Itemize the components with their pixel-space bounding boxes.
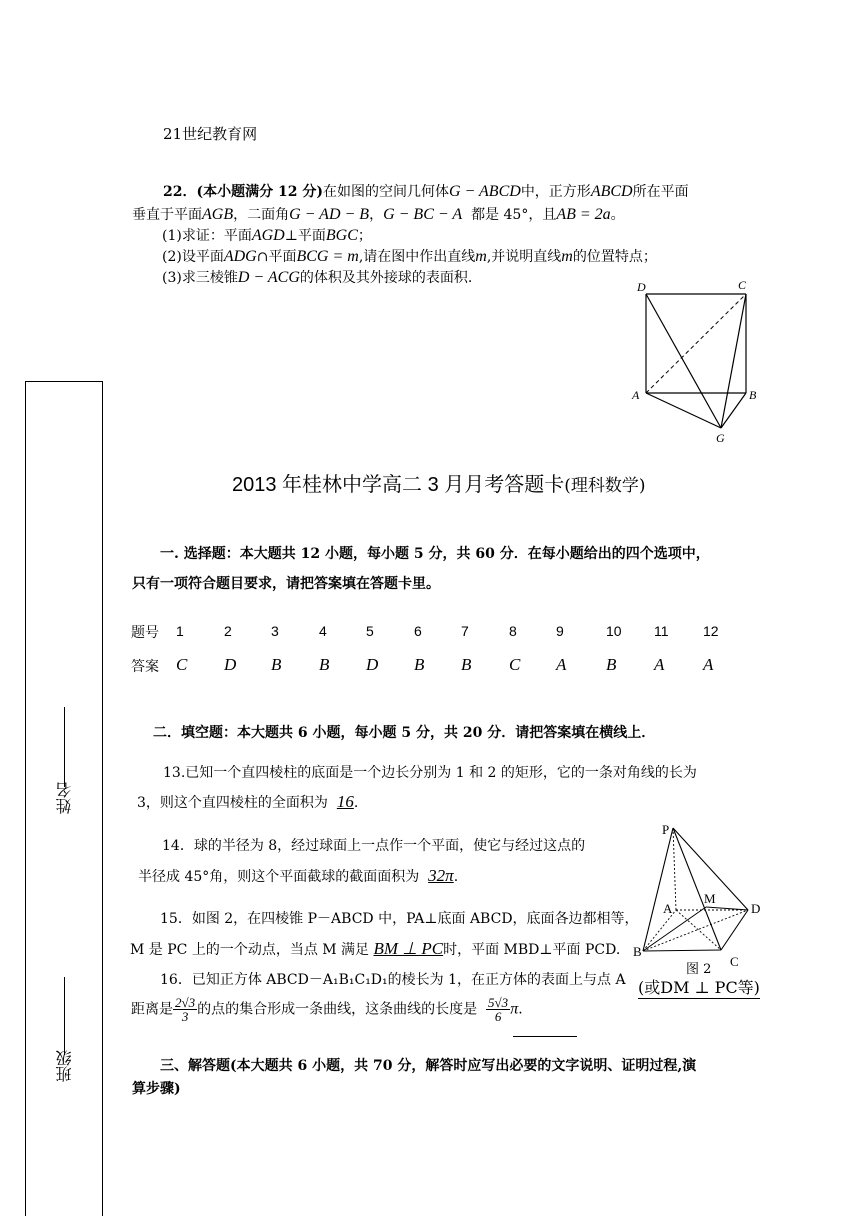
q14-answer: 32π xyxy=(428,866,454,885)
q14-line2: 半径成 45°角，则这个平面截球的截面面积为 32π. xyxy=(138,866,459,885)
answer-8: C xyxy=(509,655,521,674)
name-label: 姓名 xyxy=(55,782,74,814)
answer-11: A xyxy=(654,655,665,674)
q22-line1: 22．(本小题满分 12 分)在如图的空间几何体G − ABCD中，正方形ABCD所在平面 xyxy=(163,183,689,200)
q14-line1: 14．球的半径为 8，经过球面上一点作一个平面，使它与经过这点的 xyxy=(162,838,586,854)
figure-cube-geometry xyxy=(625,275,765,450)
q13-line1: 13.已知一个直四棱柱的底面是一个边长分别为 1 和 2 的矩形，它的一条对角线的长为 xyxy=(163,765,697,781)
sec2-heading: 二．填空题：本大题共 6 小题，每小题 5 分，共 20 分．请把答案填在横线上． xyxy=(153,725,656,741)
question-number-10: 10 xyxy=(606,623,622,639)
fig1-label-C: C xyxy=(738,278,747,292)
sec3-heading-line1: 三、解答题(本大题共 6 小题，共 70 分，解答时应写出必要的文字说明、证明过程,演 xyxy=(160,1058,697,1074)
question-number-8: 8 xyxy=(509,623,517,639)
question-number-3: 3 xyxy=(271,623,279,639)
fig2-label-D: D xyxy=(751,901,761,916)
fig2-label-B: B xyxy=(633,944,642,959)
sec1-heading-line1: 一. 选择题：本大题共 12 小题，每小题 5 分，共 60 分．在每小题给出的四个选项中， xyxy=(160,546,710,562)
answer-3: B xyxy=(271,655,282,674)
question-number-4: 4 xyxy=(319,623,327,639)
q13-answer: 16 xyxy=(336,792,354,811)
page-title: 2013 年桂林中学高二 3 月月考答题卡(理科数学) xyxy=(232,474,646,496)
q15-line1: 15．如图 2，在四棱锥 P－ABCD 中，PA⊥底面 ABCD，底面各边都相等， xyxy=(160,911,639,927)
answer-table-label-a: 答案 xyxy=(131,659,159,675)
q22-part1: (1)求证：平面AGD⊥平面BGC； xyxy=(162,227,372,244)
answer-1: C xyxy=(176,655,188,674)
q13-line2: 3，则这个直四棱柱的全面积为 16. xyxy=(137,792,359,811)
q15-line2: M 是 PC 上的一个动点，当点 M 满足 BM ⊥ PC时，平面 MBD⊥平面 PCD. xyxy=(130,939,621,958)
answer-9: A xyxy=(556,655,567,674)
fig2-label-A: A xyxy=(663,901,673,916)
q15-answer: BM ⊥ PC xyxy=(373,939,444,958)
question-number-2: 2 xyxy=(224,623,232,639)
fig1-label-A: A xyxy=(632,388,640,402)
fig2-caption: 图 2 xyxy=(686,962,712,977)
question-number-7: 7 xyxy=(461,623,469,639)
answer-7: B xyxy=(461,655,472,674)
fig2-label-M: M xyxy=(704,891,716,906)
question-number-11: 11 xyxy=(654,623,669,639)
answer-4: B xyxy=(319,655,330,674)
sec3-heading-line2: 算步骤) xyxy=(132,1081,181,1097)
student-info-sidebar xyxy=(25,381,103,1216)
fig1-label-D: D xyxy=(637,280,646,294)
question-number-6: 6 xyxy=(414,623,422,639)
class-field-line[interactable] xyxy=(64,977,65,1055)
question-number-1: 1 xyxy=(176,623,184,639)
question-number-5: 5 xyxy=(366,623,374,639)
answer-2: D xyxy=(224,655,237,674)
q15-alt-answer: (或DM ⊥ PC等) xyxy=(638,975,760,999)
answer-6: B xyxy=(414,655,425,674)
sec1-heading-line2: 只有一项符合题目要求，请把答案填在答题卡里。 xyxy=(132,576,440,592)
question-number-9: 9 xyxy=(556,623,564,639)
answer-5: D xyxy=(366,655,379,674)
question-number-12: 12 xyxy=(703,623,719,639)
q22-part2: (2)设平面ADG∩平面BCG = m,请在图中作出直线m,并说明直线m的位置特点； xyxy=(162,248,657,265)
answer-12: A xyxy=(703,655,714,674)
q16-answer: $\frac{5√3}{6}$ xyxy=(488,995,509,1024)
q22-part3: (3)求三棱锥D − ACG的体积及其外接球的表面积. xyxy=(162,269,473,286)
fig1-label-B: B xyxy=(749,388,757,402)
answer-table-label-q: 题号 xyxy=(131,625,159,641)
class-label: 班级 xyxy=(55,1050,74,1082)
q16-line2: 距离是 $\frac{2√3}{3}$ 的点的集合形成一条曲线，这条曲线的长度是 $\frac{5√3}{6}$ π. xyxy=(131,995,523,1024)
fig2-label-C: C xyxy=(730,954,739,969)
q16-answer-underline xyxy=(513,1036,577,1037)
answer-10: B xyxy=(606,655,617,674)
site-header: 21世纪教育网 xyxy=(163,125,258,143)
q16-line1: 16．已知正方体 ABCD－A₁B₁C₁D₁的棱长为 1，在正方体的表面上与点 A xyxy=(160,972,626,988)
fig1-label-G: G xyxy=(716,431,725,445)
name-field-line[interactable] xyxy=(64,707,65,787)
fig2-label-P: P xyxy=(662,822,670,837)
q22-line2: 垂直于平面AGB，二面角G − AD − B，G − BC − A 都是 45°，且AB = 2a。 xyxy=(132,206,625,223)
